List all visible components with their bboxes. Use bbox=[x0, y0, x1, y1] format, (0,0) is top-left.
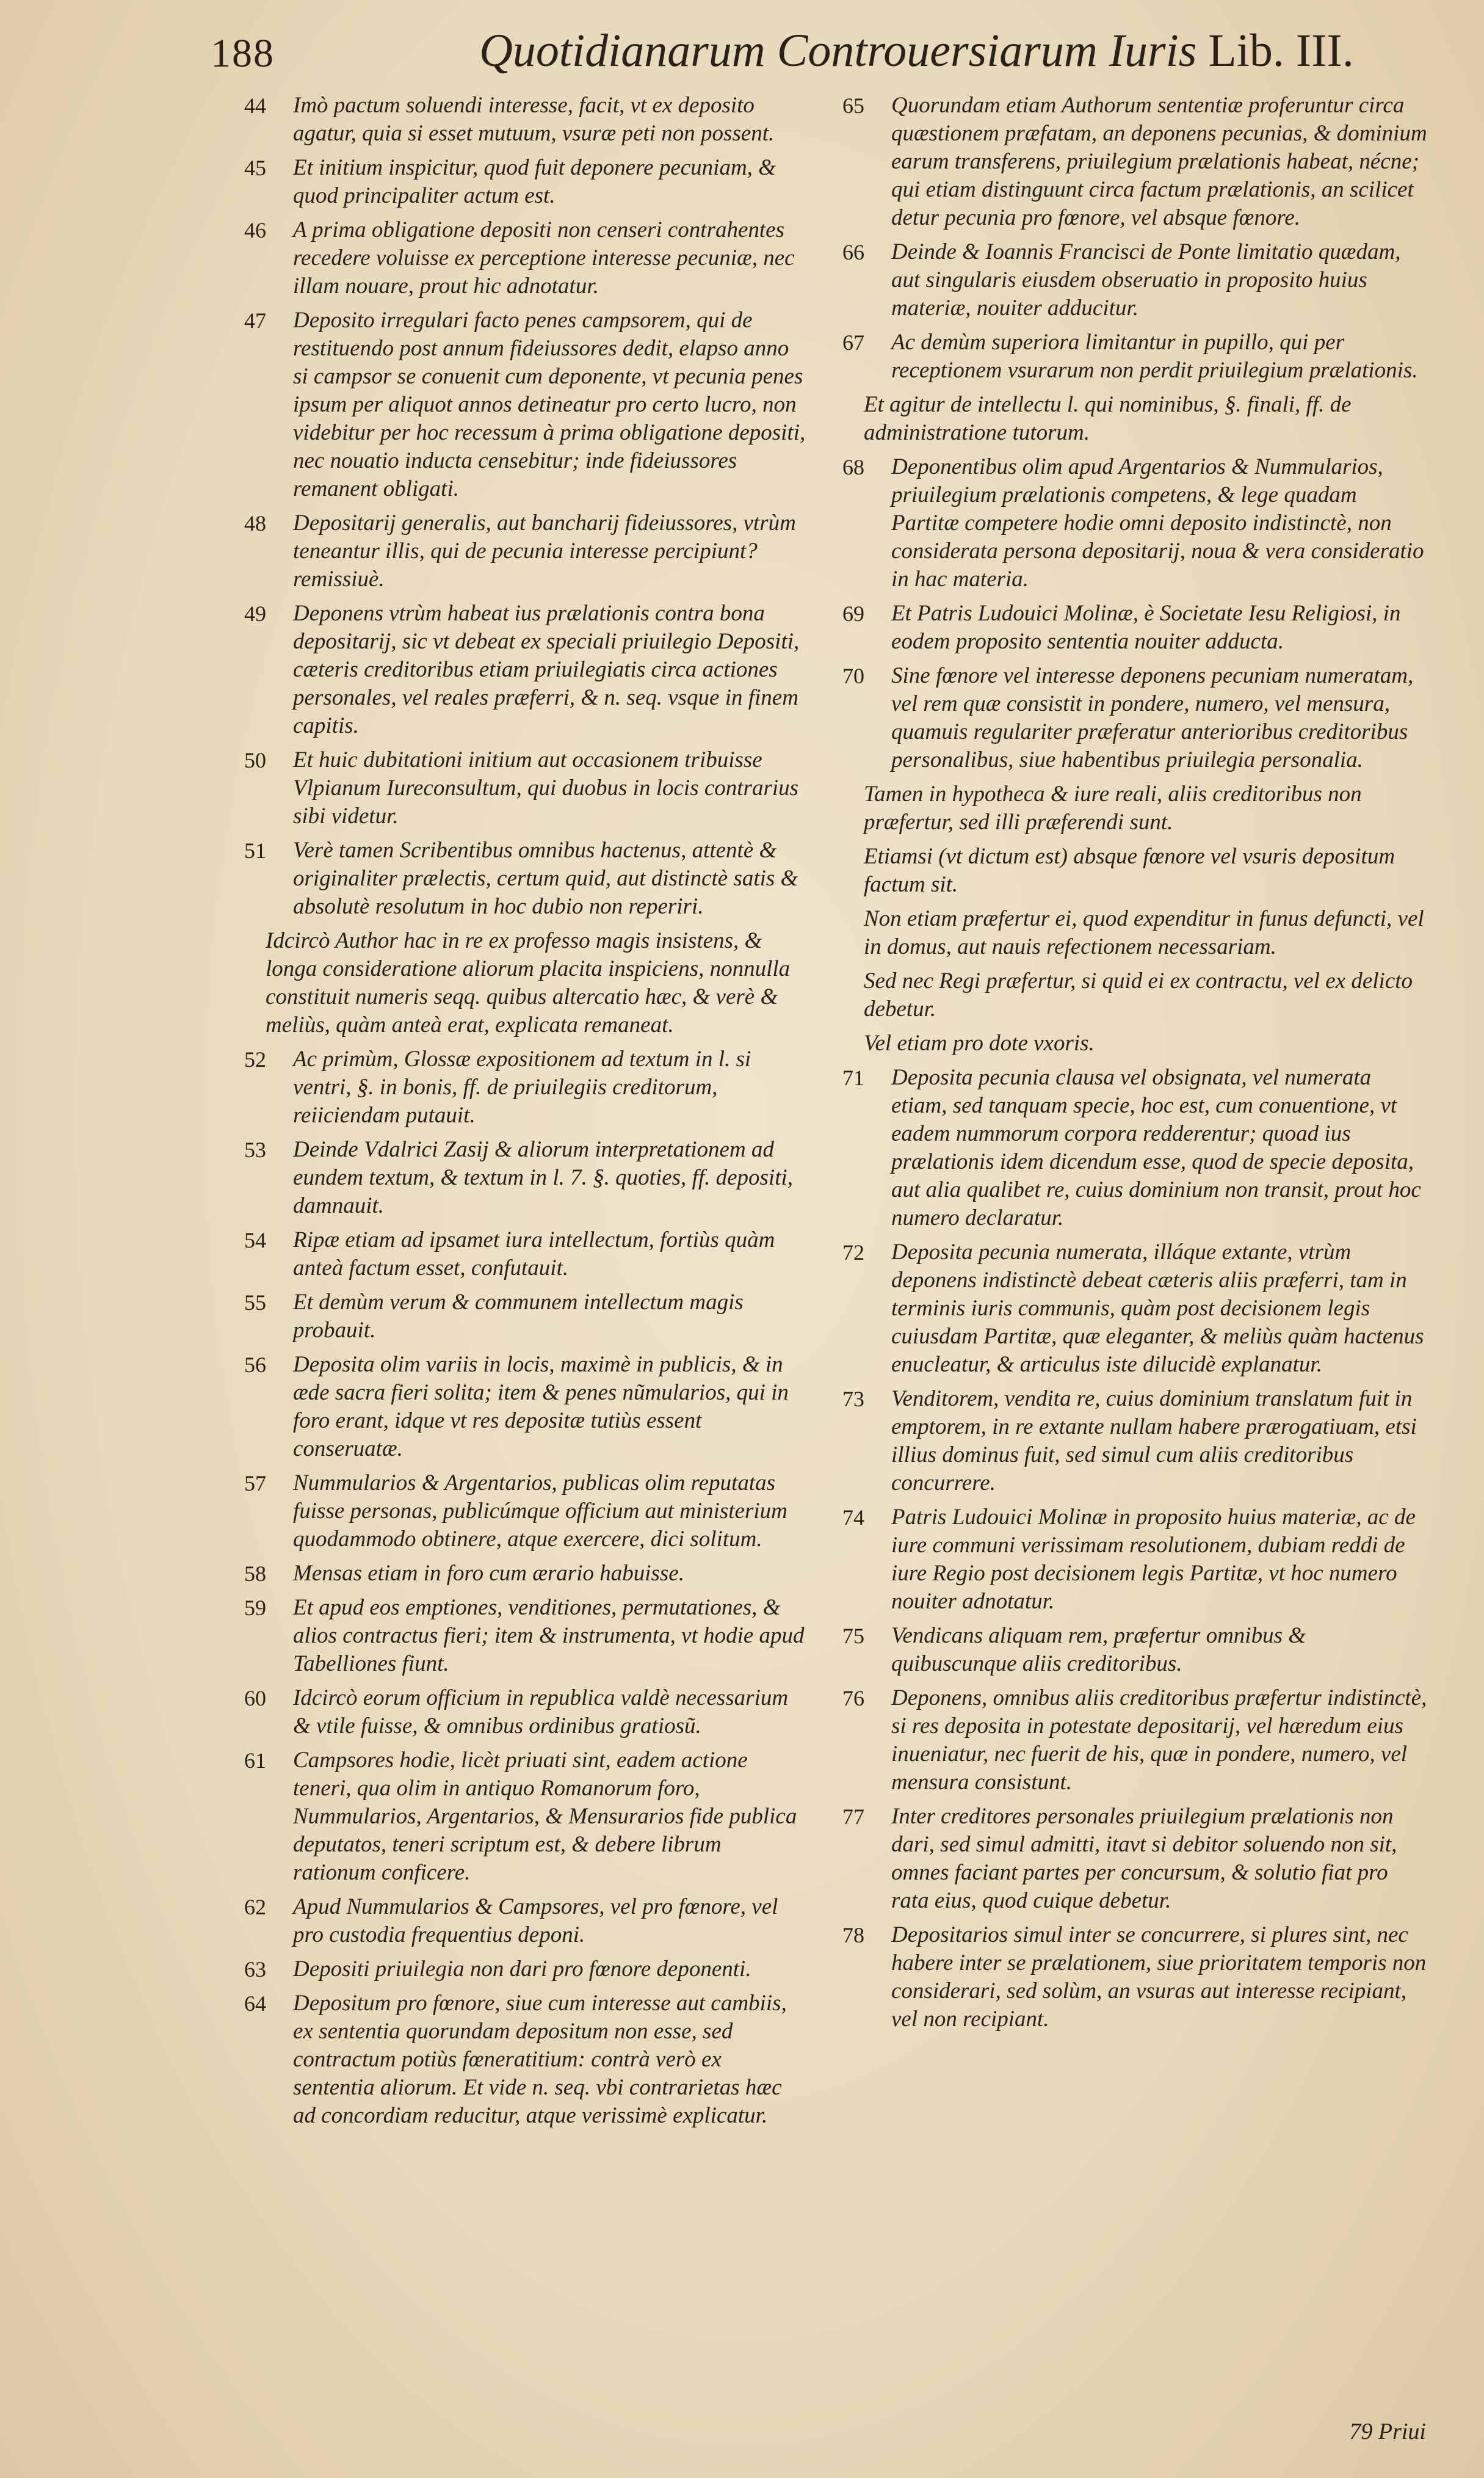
running-title-text: Quotidianarum Controuersiarum Iuris bbox=[479, 25, 1197, 76]
summary-entry bbox=[842, 1684, 1428, 1797]
entry-text: Idcircò eorum officium in republica valdè necessarium & vtile fuisse, & omnibus ordinibus gratiosũ. bbox=[293, 1685, 789, 1739]
entry-text: Depositi priuilegia non dari pro fœnore deponenti. bbox=[293, 1957, 751, 1982]
entry-text: Imò pactum soluendi interesse, facit, vt ex deposito agatur, quia si esset mutuum, vsuræ peti non possent. bbox=[293, 93, 775, 146]
entry-text: Et huic dubitationi initium aut occasionem tribuisse Vlpianum Iureconsultum, qui duobus in locis contrarius sibi videtur. bbox=[293, 747, 799, 829]
entry-number: 77 bbox=[842, 1804, 864, 1829]
entry-text: Et agitur de intellectu l. qui nominibus, §. finali, ff. de administratione tutorum. bbox=[864, 392, 1352, 445]
entry-number: 78 bbox=[842, 1923, 864, 1947]
entry-number: 45 bbox=[244, 156, 266, 180]
entry-text: Et demùm verum & communem intellectum magis probauit. bbox=[293, 1290, 744, 1343]
summary-entry bbox=[842, 1064, 1428, 1232]
entry-text: Tamen in hypotheca & iure reali, aliis creditoribus non præfertur, sed illi præferendi sunt. bbox=[864, 782, 1362, 835]
summary-continuation bbox=[842, 967, 1428, 1023]
entry-text: Deponens, omnibus aliis creditoribus præfertur indistinctè, si res deposita in potestate depositarij, vel hæredum eius inueniatur, nec fuerit de his, quæ in pondere, numero, vel mensura consistunt. bbox=[891, 1685, 1427, 1795]
entry-text: Deposito irregulari facto penes campsorem, qui de restituendo post annum fideiussores dedit, elapso anno si campsor se conuenit cum deponente, vt pecunia penes ipsum per aliquot annos detineatur pro certo lucro, non videbitur per hoc recessum à prima obligatione depositi, nec nouatio inducta censebitur; inde fideiussores remanent obligati. bbox=[293, 308, 806, 501]
summary-entry bbox=[842, 1503, 1428, 1616]
page-number: 188 bbox=[211, 31, 275, 76]
summary-entry bbox=[842, 600, 1428, 656]
book-number: Lib. III. bbox=[1208, 25, 1354, 76]
entry-text: Deposita pecunia clausa vel obsignata, vel numerata etiam, sed tanquam specie, hoc est, cum conuentione, vt eadem nummorum corpora redderentur; quoad ius prælationis idem dicendum esse, quod de specie deposita, aut alia qualibet re, cuius dominium non transit, prout hoc numero declaratur. bbox=[891, 1065, 1421, 1230]
entry-text: Vel etiam pro dote vxoris. bbox=[864, 1031, 1095, 1056]
entry-text: Etiamsi (vt dictum est) absque fœnore vel vsuris depositum factum sit. bbox=[864, 844, 1395, 897]
entry-number: 58 bbox=[244, 1561, 266, 1586]
entry-text: Deponens vtrùm habeat ius prælationis contra bona depositarij, sic vt debeat ex speciali priuilegio Depositi, cæteris creditoribus etiam priuilegiatis circa actiones personales, vel reales præferri, & n. seq. vsque in finem capitis. bbox=[293, 601, 800, 738]
summary-entry bbox=[244, 1989, 806, 2130]
right-column bbox=[842, 92, 1428, 2040]
summary-entry bbox=[244, 307, 806, 503]
entry-text: A prima obligatione depositi non censeri contrahentes recedere voluisse ex perceptione interesse pecuniæ, nec illam nouare, prout hic adnotatur. bbox=[293, 217, 795, 299]
entry-number: 46 bbox=[244, 218, 266, 242]
entry-text: Non etiam præfertur ei, quod expenditur in funus defuncti, vel in domus, aut nauis refectionem necessariam. bbox=[864, 906, 1424, 959]
entry-number: 62 bbox=[244, 1895, 266, 1919]
running-title bbox=[479, 24, 1354, 78]
entry-number: 50 bbox=[244, 748, 266, 772]
summary-entry bbox=[244, 1288, 806, 1345]
summary-entry bbox=[244, 1136, 806, 1220]
entry-number: 73 bbox=[842, 1387, 864, 1411]
entry-number: 59 bbox=[244, 1596, 266, 1620]
entry-number: 52 bbox=[244, 1047, 266, 1072]
summary-continuation bbox=[842, 780, 1428, 837]
entry-text: Depositum pro fœnore, siue cum interesse aut cambiis, ex sententia quorundam depositum non esse, sed contractum potiùs fœneratitium: contrà verò ex sententia aliorum. Et vide n. seq. vbi contrarietas hæc ad concordiam reducitur, atque verissimè explicatur. bbox=[293, 1991, 787, 2128]
entry-number: 76 bbox=[842, 1686, 864, 1710]
summary-entry bbox=[244, 1594, 806, 1678]
summary-entry bbox=[244, 1469, 806, 1553]
entry-text: Depositarij generalis, aut bancharij fideiussores, vtrùm teneantur illis, qui de pecunia interesse percipiunt? remissiuè. bbox=[293, 510, 796, 592]
summary-entry bbox=[842, 1238, 1428, 1379]
summary-entry bbox=[842, 1803, 1428, 1915]
entry-number: 60 bbox=[244, 1686, 266, 1710]
summary-continuation bbox=[842, 843, 1428, 899]
summary-entry bbox=[244, 1226, 806, 1282]
summary-entry bbox=[842, 1622, 1428, 1678]
entry-text: Nummularios & Argentarios, publicas olim reputatas fuisse personas, publicúmque officium aut ministerium quodammodo obtinere, atque exercere, dici solitum. bbox=[293, 1470, 787, 1552]
entry-text: Inter creditores personales priuilegium prælationis non dari, sed simul admitti, itavt si debitor soluendo non sit, omnes faciant partes per concursum, & solutio fiat pro rata eius, quod cuique debetur. bbox=[891, 1804, 1397, 1913]
entry-text: Mensas etiam in foro cum ærario habuisse. bbox=[293, 1561, 684, 1586]
entry-number: 49 bbox=[244, 601, 266, 626]
entry-text: Sine fœnore vel interesse deponens pecuniam numeratam, vel rem quæ consistit in pondere, numero, vel mensura, quamuis regulariter præferatur anterioribus creditoribus personalibus, siue habentibus priuilegia personalia. bbox=[891, 663, 1414, 772]
entry-number: 61 bbox=[244, 1748, 266, 1773]
entry-text: Ac demùm superiora limitantur in pupillo, qui per receptionem vsurarum non perdit priuilegium prælationis. bbox=[891, 330, 1418, 383]
summary-entry bbox=[244, 1684, 806, 1740]
entry-number: 54 bbox=[244, 1228, 266, 1252]
summary-entry bbox=[842, 453, 1428, 594]
entry-text: Patris Ludouici Molinæ in proposito huius materiæ, ac de iure communi verissimam resolutionem, dubiam reddi de iure Regio post decisionem legis Partitæ, vt hoc numero nouiter adnotatur. bbox=[891, 1505, 1416, 1614]
entry-text: Deposita pecunia numerata, illáque extante, vtrùm deponens indistinctè debeat cæteris aliis præferri, tam in terminis iuris communis, quàm post decisionem legis cuiusdam Partitæ, quæ eleganter, & meliùs quàm hactenus enucleatur, & articulus iste dilucidè explanatur. bbox=[891, 1240, 1424, 1377]
summary-entry bbox=[842, 1921, 1428, 2033]
entry-text: Apud Nummularios & Campsores, vel pro fœnore, vel pro custodia frequentius deponi. bbox=[293, 1894, 778, 1947]
summary-entry bbox=[244, 1351, 806, 1463]
entry-text: Et initium inspicitur, quod fuit deponere pecuniam, & quod principaliter actum est. bbox=[293, 155, 776, 208]
catchword: 79 Priui bbox=[1349, 2419, 1426, 2444]
summary-entry bbox=[244, 154, 806, 210]
summary-entry bbox=[244, 1560, 806, 1588]
entry-number: 75 bbox=[842, 1624, 864, 1648]
entry-number: 66 bbox=[842, 240, 864, 264]
entry-text: Depositarios simul inter se concurrere, si plures sint, nec habere inter se prælationem, siue prioritatem temporis non considerari, sed solùm, an vsuras aut interesse recipiant, vel non recipiant. bbox=[891, 1922, 1427, 2032]
summary-entry bbox=[244, 837, 806, 921]
entry-number: 55 bbox=[244, 1290, 266, 1315]
entry-text: Campsores hodie, licèt priuati sint, eadem actione teneri, qua olim in antiquo Romanorum foro, Nummularios, Argentarios, & Mensurarios fide publica deputatos, teneri scriptum est, & debere librum rationum conficere. bbox=[293, 1748, 797, 1885]
entry-number: 74 bbox=[842, 1505, 864, 1530]
entry-text: Verè tamen Scribentibus omnibus hactenus, attentè & originaliter prælectis, certum quid, aut distinctè satis & absolutè resolutum in hoc dubio non reperiri. bbox=[293, 838, 798, 919]
summary-continuation bbox=[842, 905, 1428, 961]
summary-entry bbox=[244, 509, 806, 594]
entry-number: 51 bbox=[244, 838, 266, 863]
summary-entry bbox=[244, 746, 806, 830]
entry-number: 57 bbox=[244, 1471, 266, 1495]
summary-entry bbox=[842, 92, 1428, 232]
entry-number: 47 bbox=[244, 308, 266, 333]
summary-entry bbox=[842, 662, 1428, 774]
entry-text: Deposita olim variis in locis, maximè in publicis, & in æde sacra fieri solita; item & penes nũmularios, qui in foro erant, idque vt res depositæ tutiùs essent conseruatæ. bbox=[293, 1352, 789, 1461]
entry-text: Ac primùm, Glossæ expositionem ad textum in l. si ventri, §. in bonis, ff. de priuilegiis creditorum, reiiciendam putauit. bbox=[293, 1047, 751, 1128]
entry-number: 67 bbox=[842, 330, 864, 355]
entry-text: Deponentibus olim apud Argentarios & Nummularios, priuilegium prælationis competens, & lege quadam Partitæ competere hodie omni deposito indistinctè, non considerata persona depositarij, noua & vera consideratio in hac materia. bbox=[891, 454, 1424, 592]
summary-entry bbox=[244, 92, 806, 148]
summary-entry bbox=[244, 1955, 806, 1983]
entry-number: 48 bbox=[244, 511, 266, 536]
entry-number: 69 bbox=[842, 601, 864, 626]
entry-number: 65 bbox=[842, 93, 864, 118]
entry-number: 72 bbox=[842, 1240, 864, 1265]
summary-entry bbox=[842, 329, 1428, 385]
entry-text: Vendicans aliquam rem, præfertur omnibus & quibuscunque aliis creditoribus. bbox=[891, 1623, 1306, 1676]
entry-text: Deinde & Ioannis Francisci de Ponte limitatio quædam, aut singularis eiusdem obseruatio in proposito huius materiæ, nouiter adducitur. bbox=[891, 239, 1401, 321]
entry-number: 64 bbox=[244, 1991, 266, 2016]
entry-text: Et Patris Ludouici Molinæ, è Societate Iesu Religiosi, in eodem proposito sententia nouiter adducta. bbox=[891, 601, 1401, 654]
entry-text: Ripæ etiam ad ipsamet iura intellectum, fortiùs quàm anteà factum esset, confutauit. bbox=[293, 1227, 775, 1281]
entry-text: Deinde Vdalrici Zasij & aliorum interpretationem ad eundem textum, & textum in l. 7. §. quoties, ff. depositi, damnauit. bbox=[293, 1137, 794, 1218]
entry-text: Et apud eos emptiones, venditiones, permutationes, & alios contractus fieri; item & instrumenta, vt hodie apud Tabelliones fiunt. bbox=[293, 1595, 805, 1676]
entry-number: 63 bbox=[244, 1957, 266, 1982]
summary-entry bbox=[244, 1045, 806, 1130]
entry-number: 68 bbox=[842, 455, 864, 479]
entry-text: Quorundam etiam Authorum sententiæ proferuntur circa quæstionem præfatam, an deponens pecunias, & dominium earum transferens, priuilegium prælationis habeat, nécne; qui etiam distinguunt circa factum prælationis, an scilicet detur pecunia pro fœnore, vel absque fœnore. bbox=[891, 93, 1427, 230]
summary-entry bbox=[244, 1893, 806, 1949]
summary-entry bbox=[244, 600, 806, 740]
entry-number: 70 bbox=[842, 664, 864, 688]
summary-entry bbox=[842, 238, 1428, 322]
entry-text: Idcircò Author hac in re ex professo magis insistens, & longa consideratione aliorum placita inspiciens, nonnulla constituit numeris seqq. quibus altercatio hæc, & verè & meliùs, quàm anteà erat, explicata remaneat. bbox=[266, 928, 791, 1037]
summary-entry bbox=[842, 1385, 1428, 1497]
entry-number: 71 bbox=[842, 1066, 864, 1090]
summary-continuation bbox=[244, 927, 806, 1039]
entry-number: 44 bbox=[244, 93, 266, 118]
summary-continuation bbox=[842, 1030, 1428, 1058]
page-header bbox=[211, 18, 1354, 85]
entry-text: Sed nec Regi præfertur, si quid ei ex contractu, vel ex delicto debetur. bbox=[864, 968, 1413, 1022]
entry-text: Venditorem, vendita re, cuius dominium translatum fuit in emptorem, in re extante nullam habere prærogatiuam, etsi illius dominus fuit, sed simul cum aliis creditoribus concurrere. bbox=[891, 1386, 1417, 1495]
entry-number: 53 bbox=[244, 1138, 266, 1162]
left-column bbox=[244, 92, 806, 2136]
summary-entry bbox=[244, 1746, 806, 1887]
summary-continuation bbox=[842, 391, 1428, 447]
entry-number: 56 bbox=[244, 1353, 266, 1377]
summary-entry bbox=[244, 216, 806, 300]
